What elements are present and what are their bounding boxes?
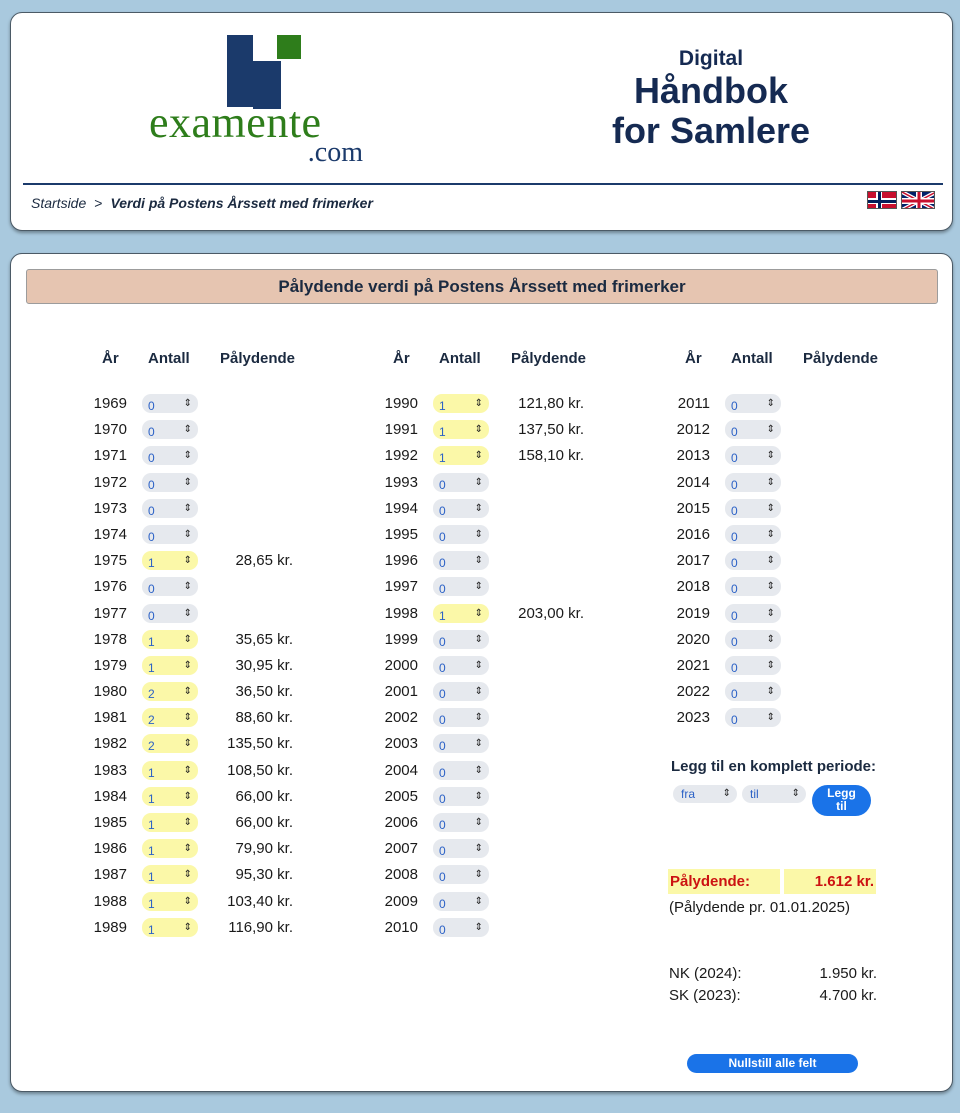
count-value: 2 <box>148 687 155 702</box>
breadcrumb-current: Verdi på Postens Årssett med frimerker <box>110 195 373 211</box>
chevron-updown-icon: ⇕ <box>183 738 192 750</box>
count-select[interactable] <box>433 446 489 465</box>
face-value: 95,30 kr. <box>235 866 293 884</box>
count-value: 1 <box>439 451 446 466</box>
count-value: 0 <box>439 556 446 571</box>
year-label: 1980 <box>93 683 127 701</box>
chevron-updown-icon: ⇕ <box>474 659 483 671</box>
total-value: 1.612 kr. <box>784 869 876 894</box>
face-value: 135,50 kr. <box>227 735 293 753</box>
chevron-updown-icon: ⇕ <box>183 424 192 436</box>
chevron-updown-icon: ⇕ <box>766 686 775 698</box>
year-label: 2005 <box>384 787 418 805</box>
year-label: 1989 <box>93 918 127 936</box>
site-title-line1: Håndbok <box>633 70 788 111</box>
count-value: 1 <box>148 870 155 885</box>
count-select[interactable] <box>142 577 198 596</box>
header-divider <box>23 183 943 185</box>
count-select[interactable] <box>433 734 489 753</box>
face-value: 121,80 kr. <box>518 395 584 412</box>
year-label: 1999 <box>384 630 418 648</box>
chevron-updown-icon: ⇕ <box>766 528 775 540</box>
year-label: 2010 <box>384 918 418 936</box>
logo-green-square <box>277 35 301 59</box>
count-value: 0 <box>731 608 738 623</box>
face-value: 35,65 kr. <box>235 630 293 648</box>
count-value: 0 <box>439 765 446 780</box>
period-title: Legg til en komplett periode: <box>671 758 877 775</box>
year-label: 1973 <box>93 499 127 517</box>
catalog-value: 1.950 kr. <box>819 965 877 982</box>
year-label: 2013 <box>676 447 710 465</box>
chevron-updown-icon: ⇕ <box>474 450 483 462</box>
year-label: 1985 <box>93 814 127 831</box>
main-card <box>10 253 953 1092</box>
reset-all-button[interactable]: Nullstill alle felt <box>687 1054 858 1073</box>
chevron-updown-icon: ⇕ <box>474 843 483 855</box>
total-row <box>668 869 876 894</box>
header-count: Antall <box>439 350 481 367</box>
count-value: 0 <box>439 739 446 754</box>
count-select[interactable] <box>142 813 198 832</box>
count-value: 0 <box>439 818 446 832</box>
year-label: 1996 <box>384 552 418 570</box>
chevron-updown-icon: ⇕ <box>183 581 192 593</box>
count-value: 0 <box>148 608 155 623</box>
count-select[interactable] <box>142 656 198 675</box>
face-value: 30,95 kr. <box>235 656 293 674</box>
count-value: 0 <box>731 529 738 544</box>
count-select[interactable] <box>433 420 489 439</box>
count-select[interactable] <box>142 787 198 806</box>
face-value: 36,50 kr. <box>235 683 293 701</box>
year-label: 1986 <box>93 840 127 858</box>
year-label: 2000 <box>384 656 418 674</box>
breadcrumb-separator: > <box>94 195 103 211</box>
face-value: 103,40 kr. <box>227 892 293 910</box>
chevron-updown-icon: ⇕ <box>474 817 483 828</box>
year-label: 1971 <box>93 447 127 465</box>
chevron-updown-icon: ⇕ <box>474 607 483 619</box>
face-value: 66,00 kr. <box>235 787 293 805</box>
year-label: 2004 <box>384 761 418 779</box>
face-value: 66,00 kr. <box>235 814 293 831</box>
count-select[interactable] <box>433 787 489 806</box>
count-select[interactable] <box>433 865 489 884</box>
site-title <box>571 47 851 151</box>
count-select[interactable] <box>433 630 489 649</box>
chevron-updown-icon: ⇕ <box>766 712 775 724</box>
total-label: Pålydende: <box>668 869 780 894</box>
chevron-updown-icon: ⇕ <box>474 895 483 907</box>
period-to-value: til <box>750 787 759 801</box>
header-value: Pålydende <box>511 350 587 367</box>
year-label: 1993 <box>384 473 418 491</box>
chevron-updown-icon: ⇕ <box>183 686 192 698</box>
add-period-label-1: Legg <box>827 786 856 800</box>
year-label: 1988 <box>93 892 127 910</box>
chevron-updown-icon: ⇕ <box>183 817 192 828</box>
chevron-updown-icon: ⇕ <box>474 738 483 750</box>
catalog-value: 4.700 kr. <box>819 987 877 1004</box>
header-value: Pålydende <box>803 350 879 367</box>
year-label: 1984 <box>93 787 127 805</box>
count-value: 0 <box>439 660 446 675</box>
chevron-updown-icon: ⇕ <box>183 476 192 488</box>
period-from-select[interactable] <box>673 785 737 803</box>
count-value: 0 <box>731 477 738 492</box>
count-value: 1 <box>148 765 155 780</box>
year-label: 2023 <box>676 709 710 727</box>
chevron-updown-icon: ⇕ <box>183 869 192 881</box>
count-select[interactable] <box>725 656 781 675</box>
year-label: 2021 <box>676 656 710 674</box>
chevron-updown-icon: ⇕ <box>183 555 192 567</box>
year-label: 1991 <box>384 421 418 439</box>
count-select[interactable] <box>142 761 198 780</box>
chevron-updown-icon: ⇕ <box>183 659 192 671</box>
year-label: 1994 <box>384 499 418 517</box>
total-note: (Pålydende pr. 01.01.2025) <box>669 899 850 916</box>
count-select[interactable] <box>142 682 198 701</box>
count-value: 0 <box>731 660 738 675</box>
count-select[interactable] <box>433 918 489 937</box>
count-value: 0 <box>439 503 446 518</box>
year-label: 1972 <box>93 473 127 491</box>
chevron-updown-icon: ⇕ <box>474 686 483 698</box>
year-label: 1983 <box>93 761 127 779</box>
catalog-label: NK (2024): <box>669 965 742 982</box>
chevron-updown-icon: ⇕ <box>183 607 192 619</box>
count-select[interactable] <box>725 473 781 492</box>
examente-logo[interactable] <box>149 35 369 175</box>
chevron-updown-icon: ⇕ <box>766 450 775 462</box>
chevron-updown-icon: ⇕ <box>474 633 483 645</box>
count-select[interactable] <box>433 761 489 780</box>
chevron-updown-icon: ⇕ <box>474 424 483 436</box>
count-select[interactable] <box>142 708 198 727</box>
year-label: 1969 <box>93 395 127 412</box>
year-label: 2012 <box>676 421 710 439</box>
count-value: 0 <box>731 451 738 466</box>
year-label: 2003 <box>384 735 418 753</box>
count-value: 1 <box>148 922 155 937</box>
count-value: 0 <box>148 582 155 597</box>
chevron-updown-icon: ⇕ <box>474 869 483 881</box>
section-title: Pålydende verdi på Postens Årssett med frimerker <box>26 269 938 304</box>
add-period-button[interactable] <box>812 785 871 816</box>
chevron-updown-icon: ⇕ <box>791 788 800 799</box>
site-title-digital: Digital <box>678 47 744 70</box>
period-to-select[interactable] <box>742 785 806 803</box>
count-select[interactable] <box>433 473 489 492</box>
logo-wordmark: examente <box>149 98 322 147</box>
chevron-updown-icon: ⇕ <box>474 790 483 802</box>
count-value: 1 <box>439 399 446 413</box>
face-value: 108,50 kr. <box>227 761 293 779</box>
count-select[interactable] <box>433 708 489 727</box>
chevron-updown-icon: ⇕ <box>474 502 483 514</box>
count-select[interactable] <box>142 446 198 465</box>
count-select[interactable] <box>142 918 198 937</box>
count-value: 0 <box>148 503 155 518</box>
chevron-updown-icon: ⇕ <box>474 476 483 488</box>
count-value: 1 <box>148 844 155 859</box>
count-select[interactable] <box>433 499 489 518</box>
count-select[interactable] <box>725 630 781 649</box>
year-label: 2020 <box>676 630 710 648</box>
year-label: 2022 <box>676 683 710 701</box>
count-select[interactable] <box>142 865 198 884</box>
count-select[interactable] <box>142 499 198 518</box>
year-label: 1998 <box>384 604 418 622</box>
year-label: 1995 <box>384 525 418 543</box>
count-value: 0 <box>148 477 155 492</box>
logo-notch <box>253 35 275 61</box>
year-label: 1997 <box>384 578 418 596</box>
count-select[interactable] <box>142 551 198 570</box>
header-year: År <box>393 350 410 367</box>
chevron-updown-icon: ⇕ <box>474 921 483 933</box>
chevron-updown-icon: ⇕ <box>183 450 192 462</box>
count-select[interactable] <box>142 734 198 753</box>
count-select[interactable] <box>433 551 489 570</box>
logo-dotcom: .com <box>307 137 363 168</box>
year-label: 1990 <box>384 395 418 412</box>
year-label: 2019 <box>676 604 710 622</box>
chevron-updown-icon: ⇕ <box>766 398 775 409</box>
count-value: 0 <box>439 687 446 702</box>
chevron-updown-icon: ⇕ <box>474 398 483 409</box>
count-select[interactable] <box>725 525 781 544</box>
count-select[interactable] <box>725 394 781 413</box>
count-select[interactable] <box>142 394 198 413</box>
header-count: Antall <box>731 350 773 367</box>
year-label: 2009 <box>384 892 418 910</box>
count-select[interactable] <box>433 839 489 858</box>
chevron-updown-icon: ⇕ <box>183 712 192 724</box>
chevron-updown-icon: ⇕ <box>766 555 775 567</box>
count-select[interactable] <box>433 604 489 623</box>
count-select[interactable] <box>725 420 781 439</box>
face-value: 158,10 kr. <box>518 447 584 465</box>
year-label: 2014 <box>676 473 710 491</box>
period-from-value: fra <box>681 787 696 801</box>
header-card <box>10 12 953 231</box>
year-label: 1979 <box>93 656 127 674</box>
count-select[interactable] <box>725 551 781 570</box>
count-select[interactable] <box>142 630 198 649</box>
year-label: 1974 <box>93 525 127 543</box>
norwegian-flag-icon[interactable] <box>867 191 897 209</box>
count-select[interactable] <box>725 708 781 727</box>
chevron-updown-icon: ⇕ <box>474 764 483 776</box>
face-value: 88,60 kr. <box>235 709 293 727</box>
year-label: 2002 <box>384 709 418 727</box>
count-select[interactable] <box>725 446 781 465</box>
count-value: 0 <box>439 477 446 492</box>
year-label: 1976 <box>93 578 127 596</box>
count-select[interactable] <box>142 839 198 858</box>
count-value: 0 <box>439 529 446 544</box>
face-value: 28,65 kr. <box>235 552 293 570</box>
year-label: 2011 <box>677 395 710 412</box>
face-value: 137,50 kr. <box>518 421 584 439</box>
count-value: 0 <box>439 634 446 649</box>
chevron-updown-icon: ⇕ <box>474 712 483 724</box>
add-period-label-2: til <box>836 799 847 813</box>
header-year: År <box>685 350 702 367</box>
chevron-updown-icon: ⇕ <box>183 502 192 514</box>
year-label: 2001 <box>384 683 418 701</box>
count-value: 0 <box>731 556 738 571</box>
chevron-updown-icon: ⇕ <box>766 633 775 645</box>
count-value: 0 <box>731 687 738 702</box>
chevron-updown-icon: ⇕ <box>766 476 775 488</box>
count-value: 0 <box>731 503 738 518</box>
count-value: 2 <box>148 739 155 754</box>
count-select[interactable] <box>433 525 489 544</box>
count-value: 0 <box>148 451 155 466</box>
year-label: 1970 <box>93 421 127 439</box>
year-label: 1982 <box>93 735 127 753</box>
year-label: 1977 <box>93 604 127 622</box>
count-value: 0 <box>439 582 446 597</box>
count-select[interactable] <box>142 473 198 492</box>
chevron-updown-icon: ⇕ <box>766 502 775 514</box>
chevron-updown-icon: ⇕ <box>183 764 192 776</box>
count-select[interactable] <box>142 892 198 911</box>
count-value: 0 <box>439 896 446 911</box>
year-label: 2016 <box>676 525 710 543</box>
chevron-updown-icon: ⇕ <box>183 633 192 645</box>
count-value: 1 <box>439 425 446 440</box>
catalog-label: SK (2023): <box>669 987 741 1004</box>
count-value: 0 <box>439 870 446 885</box>
count-value: 0 <box>439 922 446 937</box>
count-select[interactable] <box>142 420 198 439</box>
chevron-updown-icon: ⇕ <box>183 895 192 907</box>
breadcrumb-home-link[interactable]: Startside <box>31 195 87 211</box>
count-select[interactable] <box>433 656 489 675</box>
count-value: 0 <box>439 791 446 806</box>
count-value: 2 <box>148 713 155 728</box>
site-title-line2: for Samlere <box>611 110 811 151</box>
chevron-updown-icon: ⇕ <box>766 659 775 671</box>
year-label: 2017 <box>676 552 710 570</box>
face-value: 203,00 kr. <box>518 604 584 622</box>
chevron-updown-icon: ⇕ <box>722 788 731 799</box>
count-value: 1 <box>148 896 155 911</box>
count-value: 0 <box>731 582 738 597</box>
uk-flag-icon[interactable] <box>901 191 935 209</box>
header-count: Antall <box>148 350 190 367</box>
count-select[interactable] <box>725 604 781 623</box>
count-value: 0 <box>439 713 446 728</box>
count-value: 0 <box>148 399 155 413</box>
count-value: 1 <box>148 556 155 571</box>
count-select[interactable] <box>433 813 489 832</box>
count-value: 0 <box>731 634 738 649</box>
year-label: 2015 <box>676 499 710 517</box>
count-select[interactable] <box>142 604 198 623</box>
chevron-updown-icon: ⇕ <box>766 424 775 436</box>
chevron-updown-icon: ⇕ <box>474 581 483 593</box>
year-label: 2018 <box>676 578 710 596</box>
count-value: 0 <box>148 425 155 440</box>
count-select[interactable] <box>433 892 489 911</box>
year-label: 1975 <box>93 552 127 570</box>
chevron-updown-icon: ⇕ <box>183 921 192 933</box>
count-select[interactable] <box>433 577 489 596</box>
breadcrumb <box>31 195 373 211</box>
chevron-updown-icon: ⇕ <box>183 843 192 855</box>
face-value: 79,90 kr. <box>235 840 293 858</box>
chevron-updown-icon: ⇕ <box>766 607 775 619</box>
year-label: 1981 <box>93 709 127 727</box>
count-select[interactable] <box>433 682 489 701</box>
header-value: Pålydende <box>220 350 296 367</box>
count-value: 1 <box>148 634 155 649</box>
chevron-updown-icon: ⇕ <box>766 581 775 593</box>
header-year: År <box>102 350 119 367</box>
count-value: 1 <box>148 660 155 675</box>
count-select[interactable] <box>142 525 198 544</box>
count-value: 1 <box>439 608 446 623</box>
count-value: 0 <box>731 399 738 413</box>
count-value: 1 <box>148 791 155 806</box>
count-value: 0 <box>439 844 446 859</box>
count-select[interactable] <box>725 577 781 596</box>
year-label: 1992 <box>384 447 418 465</box>
count-value: 0 <box>731 713 738 728</box>
chevron-updown-icon: ⇕ <box>474 528 483 540</box>
count-value: 0 <box>731 425 738 440</box>
year-label: 2008 <box>384 866 418 884</box>
count-select[interactable] <box>433 394 489 413</box>
count-select[interactable] <box>725 682 781 701</box>
count-value: 1 <box>148 818 155 832</box>
year-label: 2006 <box>384 814 418 831</box>
year-label: 1987 <box>93 866 127 884</box>
chevron-updown-icon: ⇕ <box>183 790 192 802</box>
year-label: 2007 <box>384 840 418 858</box>
chevron-updown-icon: ⇕ <box>183 398 192 409</box>
count-select[interactable] <box>725 499 781 518</box>
face-value: 116,90 kr. <box>228 918 293 936</box>
chevron-updown-icon: ⇕ <box>474 555 483 567</box>
count-value: 0 <box>148 529 155 544</box>
chevron-updown-icon: ⇕ <box>183 528 192 540</box>
year-label: 1978 <box>93 630 127 648</box>
